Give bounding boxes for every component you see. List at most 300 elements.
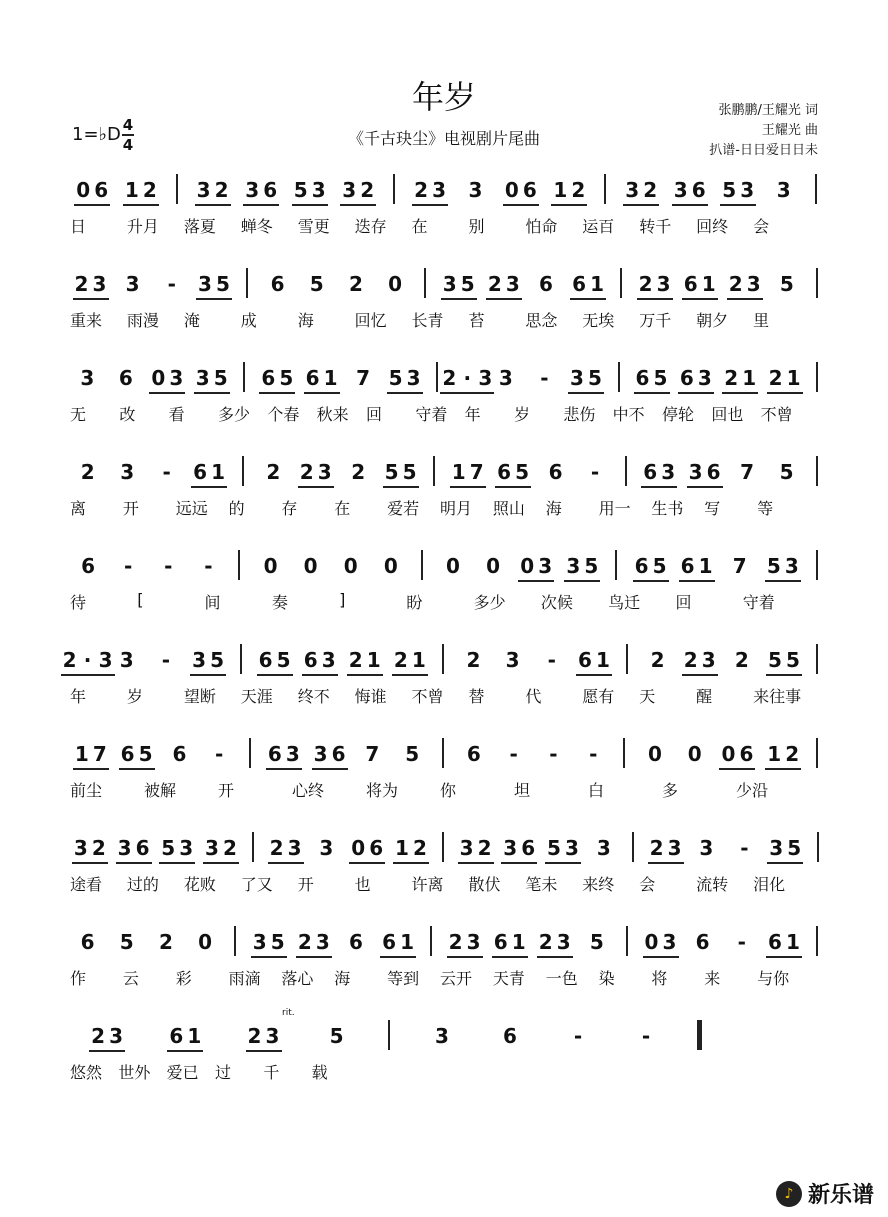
note: 6 [572,272,586,296]
note: 3 [740,178,755,202]
lyric-syllable: 坦 [514,781,531,800]
bar-line [816,362,818,392]
note: 1 [323,366,338,390]
note: 3 [98,648,113,672]
lyric-syllable: 过 [215,1063,232,1082]
lyric-syllable: 千 [263,1063,280,1082]
lyric-syllable: 将 [651,969,668,988]
beam-underline [73,768,109,770]
note: 7 [740,460,755,484]
lyrics-line [60,308,830,330]
lyrics-line [60,590,830,612]
lyric-syllable: 岁 [514,405,531,424]
lyric-syllable: 运百 [582,217,615,236]
beam-underline [292,204,328,206]
beam-underline [637,298,673,300]
beam-underline [392,674,428,676]
note: 5 [405,742,420,766]
site-logo [776,1178,874,1209]
note: 5 [276,648,291,672]
lyrics-line [60,684,830,706]
note: 1 [701,272,716,296]
lyric-syllable: 苔 [468,311,485,330]
bar-line [234,926,236,956]
notes-line [60,834,830,868]
note: 0 [520,554,535,578]
bar-line [252,832,254,862]
lyrics-line [60,778,830,800]
note: 3 [315,930,330,954]
lyric-syllable: 替 [468,687,485,706]
music-disc-icon: ♪ [776,1181,802,1207]
note: 3 [432,178,446,202]
beam-underline [167,1050,203,1052]
lyric-syllable: 间 [204,593,221,612]
bar-line [604,174,606,204]
note: 0 [721,742,736,766]
lyric-syllable: 来终 [582,875,615,894]
lyric-syllable: 怕命 [525,217,558,236]
note: 3 [784,554,799,578]
lyric-syllable: 多少 [473,593,506,612]
note: 3 [125,272,140,296]
lyric-syllable: 回忆 [354,311,387,330]
notes-line [60,364,830,398]
beam-underline [501,862,537,864]
note: 2 [393,648,408,672]
beam-underline [458,862,494,864]
note: 2 [91,836,106,860]
note: - [547,648,556,672]
lyric-syllable: 朝夕 [696,311,729,330]
note: 2 [643,178,658,202]
beam-underline [243,204,279,206]
lyric-syllable: 开 [218,781,235,800]
note: 3 [661,460,676,484]
lyric-syllable: 迭存 [354,217,387,236]
note: 0 [76,178,91,202]
lyric-syllable: 鸟迁 [608,593,641,612]
lyric-syllable: 来往事 [753,687,802,706]
note: 6 [548,460,563,484]
beam-underline [727,298,763,300]
note: 1 [366,648,381,672]
notes-line [60,1008,830,1056]
note: 3 [406,366,421,390]
lyric-syllable: 停轮 [662,405,695,424]
note: 2 [360,178,375,202]
note: 3 [688,460,703,484]
beam-underline [268,862,304,864]
beam-underline [246,1050,282,1052]
note: 3 [117,836,132,860]
beam-underline [441,298,477,300]
lyric-syllable: 爱若 [387,499,420,518]
lyric-syllable: 白 [588,781,605,800]
lyric-syllable: 日 [70,217,87,236]
note: 5 [653,366,668,390]
note: 3 [195,366,210,390]
note: 6 [522,178,537,202]
note: 0 [383,554,398,578]
beam-underline [767,392,803,394]
lyric-syllable: 中不 [612,405,645,424]
note: 6 [503,1024,517,1048]
lyric-syllable: 等到 [387,969,420,988]
beam-underline [383,486,419,488]
note: 5 [515,460,530,484]
note: 3 [442,272,457,296]
note: 0 [644,930,659,954]
note: 5 [546,836,561,860]
note: 3 [319,836,334,860]
note: 3 [109,1024,124,1048]
notes-line [60,646,830,680]
lyric-syllable: 一色 [545,969,578,988]
beam-underline [766,956,802,958]
note: 2 [477,836,492,860]
lyric-syllable: 无埃 [582,311,615,330]
note: 6 [270,272,285,296]
lyric-syllable: 悲伤 [563,405,596,424]
transcriber-credit: 扒谱-日日爱日日未 [709,143,818,158]
note: 2 [214,178,229,202]
note: 2 [348,272,363,296]
beam-underline [74,204,110,206]
beam-underline [194,392,230,394]
lyrics-line [60,872,830,894]
bar-line [442,832,444,862]
note: 5 [584,554,599,578]
lyric-syllable: 多少 [218,405,251,424]
beam-underline [492,956,528,958]
lyrics-line [60,214,830,236]
beam-underline [568,392,604,394]
beam-underline [503,204,539,206]
note: 5 [779,272,794,296]
beam-underline [196,298,232,300]
note: 5 [785,648,800,672]
beam-underline [304,392,340,394]
note: 5 [279,366,294,390]
note: 0 [343,554,358,578]
lyric-syllable: 离 [70,499,87,518]
note: - [573,1024,583,1048]
note: 2 [785,742,800,766]
note: 3 [192,648,206,672]
bar-line [240,644,242,674]
lyrics-line [60,402,830,424]
note: 6 [538,272,553,296]
lyric-syllable: 回 [675,593,692,612]
note: 3 [321,648,336,672]
note: 3 [656,272,671,296]
note: 6 [497,460,512,484]
note: 7 [365,742,380,766]
note: 2 [466,648,481,672]
note: 5 [329,1024,344,1048]
note: 6 [521,836,536,860]
note: - [540,366,549,390]
lyric-syllable: 多 [662,781,679,800]
note: 0 [388,272,403,296]
logo-text: 新乐谱 [807,1183,874,1208]
note: 2 [448,930,463,954]
lyric-syllable: 雪更 [297,217,330,236]
lyric-syllable: ] [339,590,346,609]
bar-line [625,456,627,486]
lyric-syllable: 别 [468,217,485,236]
bar-line [246,268,248,298]
lyric-syllable: 与你 [757,969,790,988]
lyric-syllable: 里 [753,311,770,330]
lyric-syllable: 升月 [126,217,159,236]
lyric-syllable: 回也 [711,405,744,424]
note: 3 [505,648,520,672]
note: 3 [468,178,483,202]
beam-underline [393,862,429,864]
bar-line [243,362,245,392]
beam-underline [687,486,723,488]
note: 1 [786,366,801,390]
lyric-syllable: 成 [240,311,257,330]
ritardando-mark: rit. [282,1008,295,1018]
lyric-syllable: 海 [334,969,351,988]
lyric-syllable: 待 [70,593,87,612]
lyric-syllable: 作 [70,969,87,988]
lyric-syllable: 心终 [292,781,325,800]
note: 2 [80,460,95,484]
lyric-syllable: 彩 [175,969,192,988]
note: 6 [739,742,754,766]
lyric-syllable: 无 [70,405,87,424]
note: 5 [587,366,602,390]
beam-underline [72,862,108,864]
note: 6 [493,930,508,954]
note: 3 [179,836,194,860]
beam-underline [73,298,109,300]
beam-underline [518,580,554,582]
note: 6 [706,460,721,484]
note: 2 [297,930,312,954]
beam-underline [679,580,715,582]
note: 2 [299,460,314,484]
lyric-syllable: 望断 [183,687,216,706]
beam-underline [116,862,152,864]
beam-underline [266,768,302,770]
bar-line [816,456,818,486]
bar-line [436,362,438,392]
note: 2 [487,272,502,296]
beam-underline [682,674,718,676]
note: 7 [732,554,747,578]
note: - [161,648,171,672]
note: 2 [442,366,457,390]
lyric-syllable: 也 [354,875,371,894]
lyric-syllable: 盼 [406,593,423,612]
bar-line [388,1020,390,1050]
note: 3 [287,836,302,860]
note: 3 [667,836,682,860]
lyric-syllable: 开 [122,499,139,518]
lyric-syllable: 悔谁 [354,687,387,706]
lyric-syllable: 万千 [639,311,672,330]
note: 3 [596,836,611,860]
lyric-syllable: 思念 [525,311,558,330]
lyrics-line [60,496,830,518]
note: - [124,554,133,578]
note: 3 [435,1024,449,1048]
lyric-syllable: 花败 [183,875,216,894]
beam-underline [159,862,195,864]
note: 5 [293,178,308,202]
beam-underline [440,392,494,394]
note: - [167,272,176,296]
bar-line [433,456,435,486]
note: 3 [197,272,212,296]
lyric-syllable: 在 [334,499,351,518]
note: 1 [394,836,409,860]
bar-line [816,926,818,956]
beam-underline [450,486,486,488]
beam-underline [722,392,758,394]
lyric-syllable: 天涯 [240,687,273,706]
note: 3 [196,178,211,202]
bar-line [393,174,395,204]
notes-line [60,176,830,210]
note: 6 [683,272,698,296]
note: 6 [634,554,649,578]
note: 6 [120,742,135,766]
lyric-syllable: 用一 [598,499,631,518]
note: 3 [285,742,300,766]
note: 2 [768,366,783,390]
note: 2 [142,178,157,202]
note: 6 [691,178,706,202]
bar-line [618,362,620,392]
note: 2 [269,836,284,860]
lyric-syllable: 不曾 [411,687,444,706]
lyric-syllable: 存 [281,499,298,518]
lyric-syllable: 世外 [118,1063,151,1082]
note: 3 [699,836,714,860]
note: 5 [215,272,230,296]
song-subtitle: 《千古玦尘》电视剧片尾曲 [347,129,540,148]
note: 3 [556,930,571,954]
beam-underline [191,486,227,488]
note: 6 [369,836,384,860]
lyric-syllable: 蝉冬 [240,217,273,236]
lyric-syllable: 天 [639,687,656,706]
note: 0 [303,554,318,578]
note: 7 [469,460,484,484]
note: 2 [62,648,77,672]
beam-underline [634,392,670,394]
note: 1 [124,178,139,202]
note: 6 [172,742,187,766]
note: 3 [662,930,677,954]
time-signature-bottom: 4 [122,136,134,154]
note: 5 [787,836,802,860]
note: 2 [734,648,749,672]
note: 2 [649,836,664,860]
note: - [215,742,224,766]
lyric-syllable: 雨滴 [228,969,261,988]
lyric-syllable: 被解 [144,781,177,800]
beam-underline [387,392,423,394]
lyric-syllable: 不曾 [760,405,793,424]
lyric-syllable: 落夏 [183,217,216,236]
notes-line [60,552,830,586]
note: 2 [728,272,743,296]
beam-underline [123,204,159,206]
note: 2 [538,930,553,954]
note: 5 [388,366,403,390]
lyric-syllable: 看 [168,405,185,424]
bar-line [626,926,628,956]
note: 3 [245,178,260,202]
note: 5 [766,554,781,578]
lyric-syllable: 开 [297,875,314,894]
lyric-syllable: 奏 [271,593,288,612]
lyric-syllable: 流转 [696,875,729,894]
beam-underline [720,204,756,206]
note: 1 [590,272,604,296]
lyric-syllable: 散伏 [468,875,501,894]
bar-line [623,738,625,768]
beam-underline [119,768,155,770]
note: 3 [119,648,134,672]
note: 1 [553,178,568,202]
lyrics-line [60,966,830,988]
note: - [590,460,600,484]
lyric-syllable: 个春 [267,405,300,424]
note: 0 [687,742,702,766]
bar-line [421,550,423,580]
lyric-syllable: 代 [525,687,542,706]
note: 3 [265,1024,280,1048]
note: 3 [569,366,584,390]
note: 1 [595,648,610,672]
note: 2 [74,272,89,296]
beam-underline [257,674,293,676]
note: 3 [92,272,107,296]
lyric-syllable: 会 [639,875,656,894]
note: 5 [213,366,228,390]
note: 1 [400,930,414,954]
lyric-syllable: 爱已 [166,1063,199,1082]
beam-underline [643,956,679,958]
composer-credit: 王耀光 曲 [761,123,818,138]
beam-underline [259,392,295,394]
lyric-syllable: 的 [228,499,245,518]
note: 6 [305,366,320,390]
note: 2 [351,460,366,484]
lyric-syllable: 守着 [742,593,775,612]
beam-underline [296,956,332,958]
bar-line [816,738,818,768]
lyric-syllable: 照山 [492,499,525,518]
bar-line [242,456,244,486]
time-signature [122,116,134,154]
notes-line [60,740,830,774]
lyric-syllable: 在 [411,217,428,236]
note: 3 [459,836,474,860]
note: 6 [348,930,363,954]
note: 1 [211,460,226,484]
note: 5 [779,460,794,484]
note: 6 [382,930,396,954]
